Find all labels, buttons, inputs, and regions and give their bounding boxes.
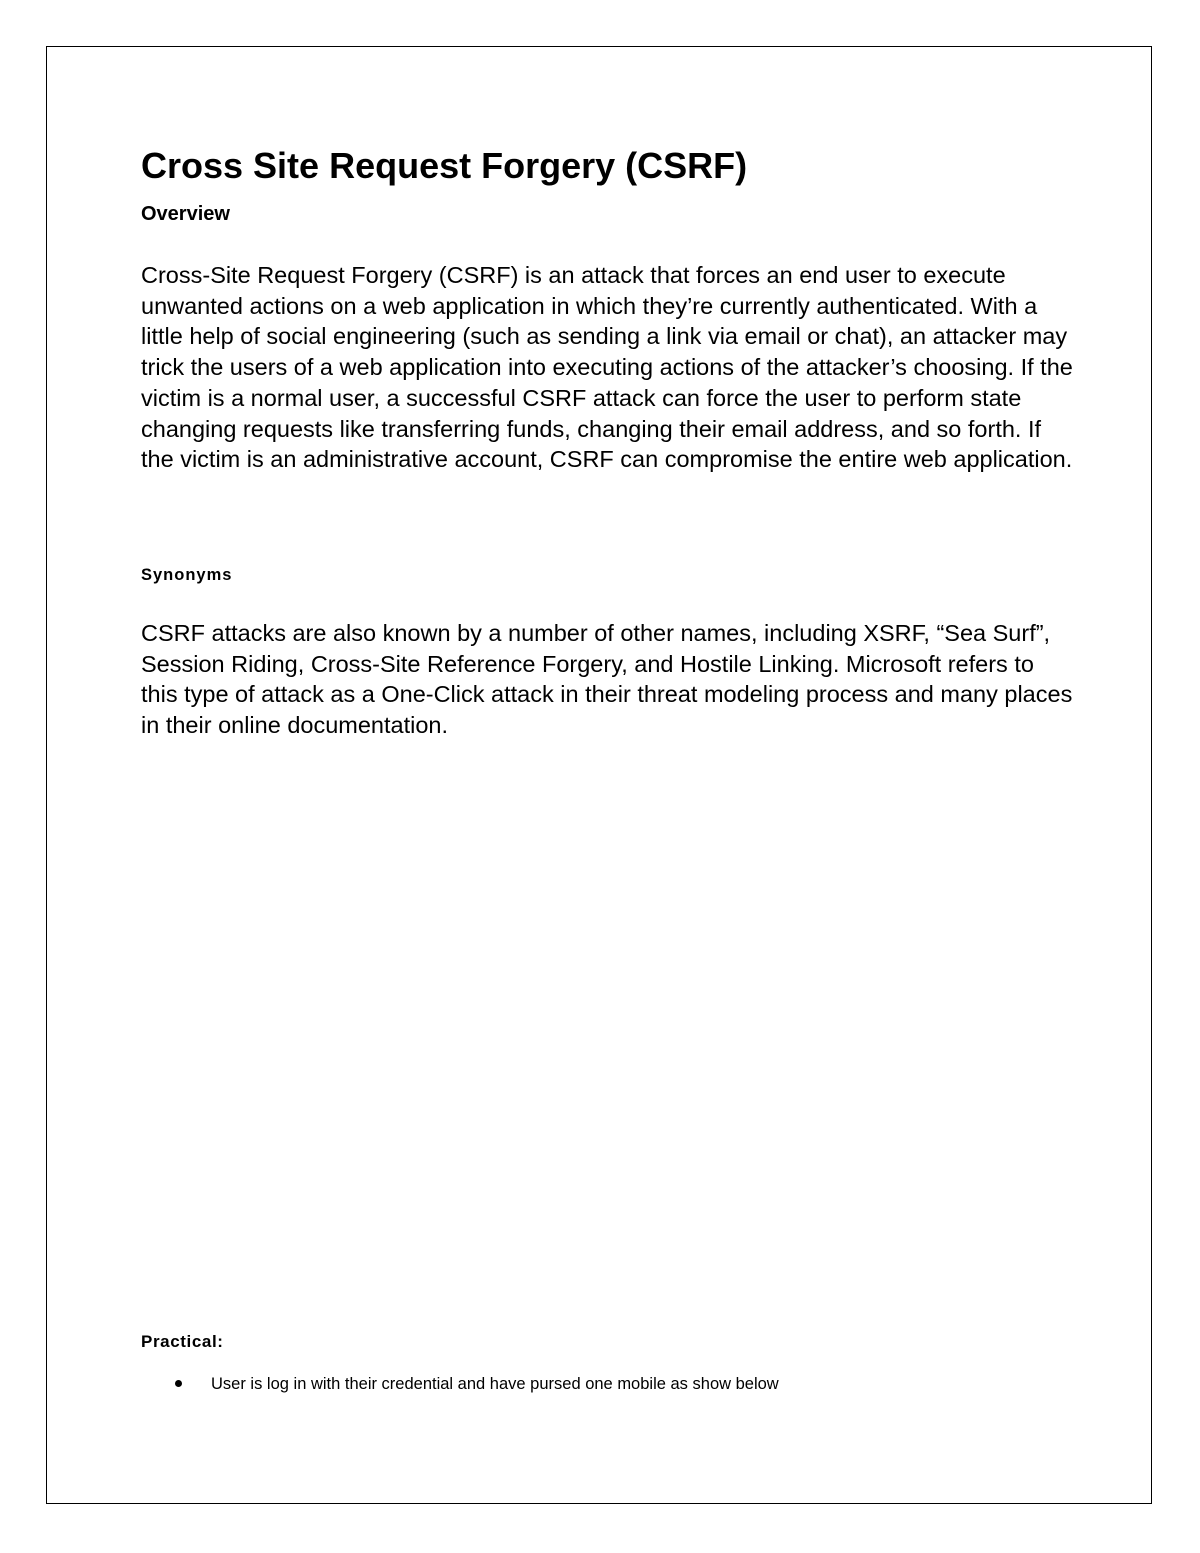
document-title: Cross Site Request Forgery (CSRF) xyxy=(141,145,748,186)
overview-paragraph: Cross-Site Request Forgery (CSRF) is an attack that forces an end user to execute unwanted actions on a web application in which they’re currently authenticated. With a little help of social engineering (such as sending a link via email or chat), an attacker may trick the users of a web application into executing actions of the attacker’s choosing. If the victim is a normal user, a successful CSRF attack can force the user to perform state changing requests like transferring funds, changing their email address, and so forth. If the victim is an administrative account, CSRF can compromise the entire web application. xyxy=(141,262,1073,473)
synonyms-paragraph: CSRF attacks are also known by a number of other names, including XSRF, “Sea Surf”, Session Riding, Cross-Site Reference Forgery, and Hostile Linking. Microsoft refers to this type of attack as a One-Click attack in their threat modeling process and many places in their online documentation. xyxy=(141,620,1073,739)
practical-item-text: User is log in with their credential and have pursed one mobile as show below xyxy=(211,1375,779,1393)
list-item xyxy=(141,1374,779,1394)
synonyms-heading: Synonyms xyxy=(141,566,233,584)
practical-heading: Practical: xyxy=(141,1332,224,1351)
practical-list xyxy=(141,1374,779,1394)
bullet-icon xyxy=(175,1380,182,1387)
overview-heading: Overview xyxy=(141,203,230,225)
